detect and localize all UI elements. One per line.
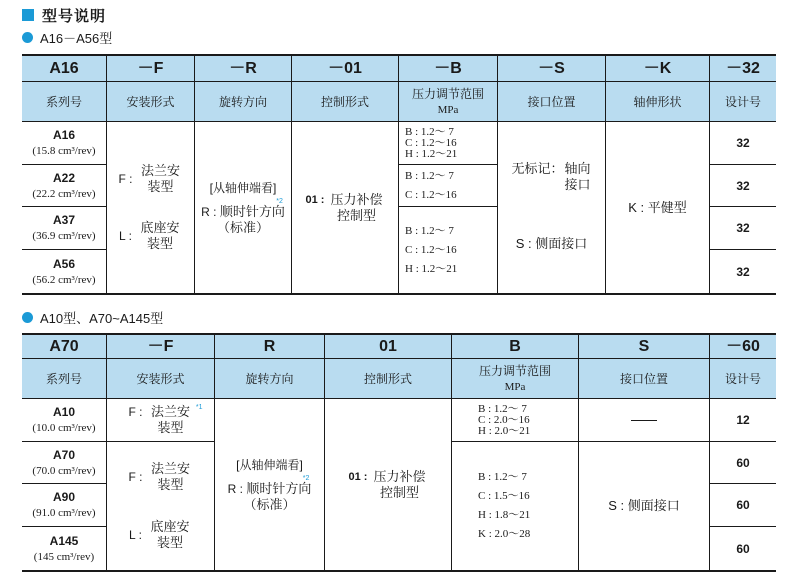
t2-rotation-std: （标准） (243, 496, 296, 512)
t2-rotation-note: [从轴伸端看] (236, 457, 303, 472)
t2-label-design: 设计号 (710, 359, 776, 399)
t1-head-port: －S (498, 56, 606, 82)
t1-mount-cell (107, 122, 195, 293)
t1-label-mount: 安装形式 (107, 82, 195, 122)
t1-shaft-cell: K : 平健型 (606, 122, 710, 293)
t2-mount-a10: F : 法兰安装型 *1 (107, 399, 215, 442)
t1-port-s: S : 侧面接口 (515, 235, 588, 251)
t1-head-pressure: －B (399, 56, 498, 82)
t1-port-none: 无标记： 轴向接口 (511, 161, 591, 193)
t2-mount-l: L : 底座安装型 (129, 519, 190, 550)
t2-model-a70: A70 (70.0 cm³/rev) (22, 442, 107, 484)
section1-label-text: A16－A56型 (40, 31, 113, 46)
t2-head-pressure: B (452, 335, 579, 359)
t2-head-port: S (579, 335, 710, 359)
t2-rotation-cell (215, 399, 325, 570)
t2-port-a10 (579, 399, 710, 442)
t1-head-control: －01 (292, 56, 399, 82)
t2-port-cell: S : 侧面接口 (579, 442, 710, 570)
t2-control-cell: 01 : 压力补偿控制型 (325, 399, 452, 570)
t2-label-rotation: 旋转方向 (215, 359, 325, 399)
t2-head-mount: －F (107, 335, 215, 359)
section2-label (22, 308, 163, 327)
t1-label-port: 接口位置 (498, 82, 606, 122)
t1-design-a56: 32 (736, 264, 750, 279)
t1-mount-l: L : 底座安装型 (119, 220, 180, 252)
t2-model-a10: A10 (10.0 cm³/rev) (22, 399, 107, 442)
t1-head-mount: －F (107, 56, 195, 82)
t2-design-a70: 60 (710, 442, 776, 484)
t2-mount-f: F : 法兰安装型 (128, 461, 190, 492)
section2-label-text: A10型、A70~A145型 (40, 311, 164, 326)
t1-design-a37: 32 (710, 207, 776, 250)
model-table-2 (22, 333, 776, 572)
t1-rotation-cell (195, 122, 292, 293)
t1-head-series: A16 (22, 56, 107, 82)
t1-label-rotation: 旋转方向 (195, 82, 292, 122)
t2-label-port: 接口位置 (579, 359, 710, 399)
t1-model-a37: A37 (36.9 cm³/rev) (22, 207, 107, 250)
t1-label-shaft: 轴伸形状 (606, 82, 710, 122)
t1-label-design: 设计号 (710, 82, 776, 122)
t1-label-series: 系列号 (22, 82, 107, 122)
t2-model-a145: A145 (145 cm³/rev) (22, 527, 107, 570)
t1-model-a22: A22 (22.2 cm³/rev) (22, 165, 107, 207)
t2-design-a10: 12 (710, 399, 776, 442)
t1-head-shaft: －K (606, 56, 710, 82)
t2-pressure-a70-a145: B : 1.2～ 7 C : 1.5～16 H : 1.8～21 K : 2.0～28 (452, 442, 579, 570)
t2-label-control: 控制形式 (325, 359, 452, 399)
t2-head-rotation: R (215, 335, 325, 359)
t1-mount-f: F : 法兰安装型 (118, 162, 180, 194)
page-title: 型号说明 (42, 7, 107, 25)
t1-port-cell (498, 122, 606, 293)
t1-rotation-r: *2 R : 顺时针方向 (201, 197, 285, 219)
square-bullet-icon (22, 9, 34, 21)
t2-head-control: 01 (325, 335, 452, 359)
circle-bullet-icon (22, 312, 33, 323)
t2-label-series: 系列号 (22, 359, 107, 399)
t1-head-rotation: －R (195, 56, 292, 82)
t2-mount-cell (107, 442, 215, 570)
t2-rotation-r: *2 R : 顺时针方向 (227, 474, 312, 496)
t1-design-a16: 32 (710, 122, 776, 165)
t1-label-pressure: 压力调节范围 MPa (399, 82, 498, 122)
t1-label-control: 控制形式 (292, 82, 399, 122)
t2-head-design: －60 (710, 335, 776, 359)
t2-model-a90: A90 (91.0 cm³/rev) (22, 484, 107, 527)
t1-model-a16: A16 (15.8 cm³/rev) (22, 122, 107, 165)
t2-label-pressure: 压力调节范围 MPa (452, 359, 579, 399)
t2-pressure-a10: B : 1.2～ 7 C : 2.0～16 H : 2.0～21 (452, 399, 579, 442)
t1-rotation-note: [从轴伸端看] (209, 180, 277, 195)
section1-label (22, 28, 112, 47)
t1-model-a56: A56 (56.2 cm³/rev) (22, 250, 107, 293)
dash-mark (631, 420, 657, 421)
model-table-1 (22, 54, 776, 295)
t2-design-a145: 60 (736, 541, 750, 556)
t1-pressure-a22: B : 1.2～ 7 C : 1.2～16 (399, 165, 498, 207)
circle-bullet-icon (22, 32, 33, 43)
t1-head-design: －32 (710, 56, 776, 82)
section-title (22, 4, 106, 26)
t1-rotation-std: （标准） (216, 219, 269, 235)
t1-pressure-a16: B : 1.2～ 7 C : 1.2～16 H : 1.2～21 (399, 122, 498, 165)
t2-label-mount: 安装形式 (107, 359, 215, 399)
t2-head-series: A70 (22, 335, 107, 359)
t1-pressure-a37-a56: B : 1.2～ 7 C : 1.2～16 H : 1.2～21 (399, 207, 498, 293)
t1-design-a22: 32 (710, 165, 776, 207)
t2-design-a90: 60 (710, 484, 776, 527)
t1-control-cell: 01 : 压力补偿控制型 (292, 122, 399, 293)
